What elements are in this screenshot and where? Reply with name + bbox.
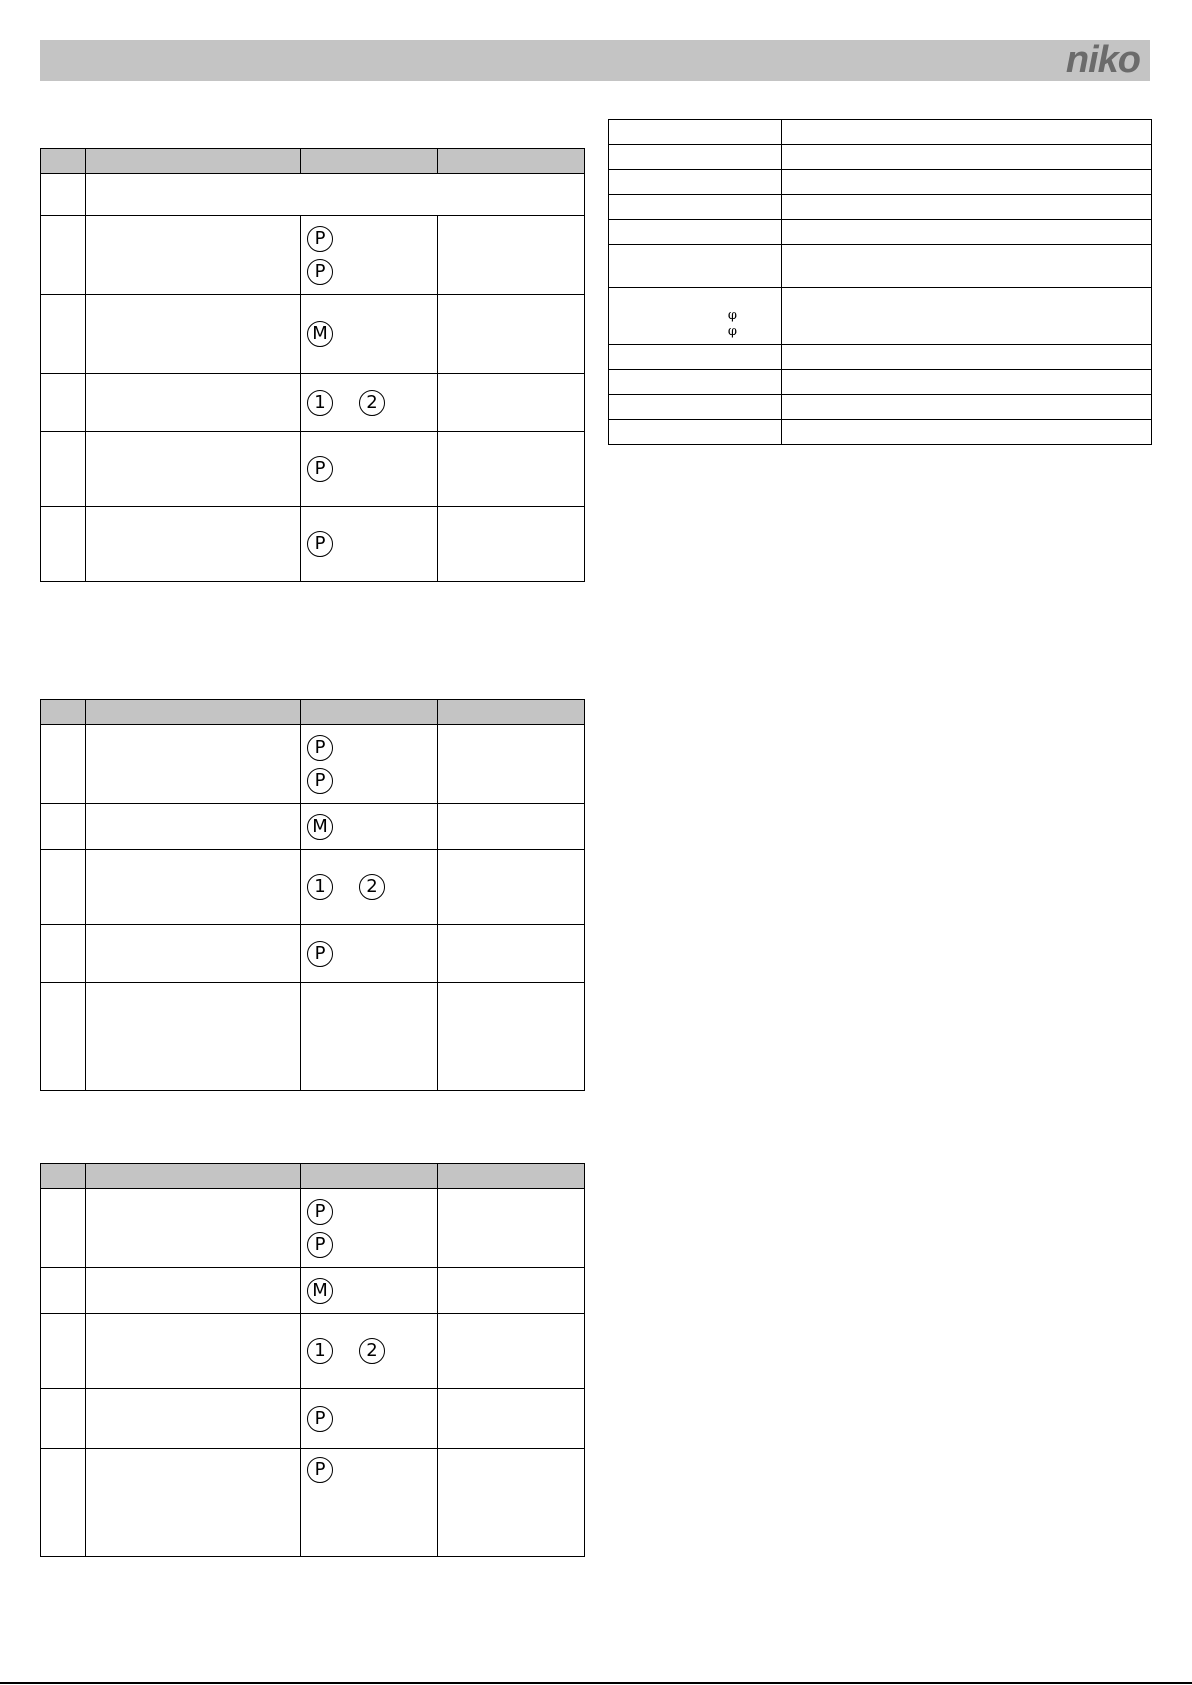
action-cell (86, 295, 301, 374)
spec-value (782, 170, 1152, 195)
header-cell-step (41, 700, 86, 725)
spec-value (782, 288, 1152, 345)
table-row (41, 1314, 585, 1389)
header-cell-action (86, 700, 301, 725)
symbol-cell (301, 216, 438, 295)
table-row (41, 1189, 585, 1268)
table-row (41, 1449, 585, 1557)
result-cell (438, 432, 585, 507)
table-row (41, 432, 585, 507)
action-cell (86, 1189, 301, 1268)
header-cell-symbol (301, 149, 438, 174)
spec-row (609, 420, 1152, 445)
program-button-icon: P (307, 1232, 333, 1258)
table-row (41, 1268, 585, 1314)
spec-value (782, 195, 1152, 220)
spec-value (782, 220, 1152, 245)
action-cell (86, 983, 301, 1091)
procedure-table-2 (40, 699, 585, 1091)
spec-row (609, 220, 1152, 245)
step-cell (41, 983, 86, 1091)
symbol-cell (301, 1314, 438, 1389)
spec-label (609, 288, 782, 345)
header-cell-symbol (301, 700, 438, 725)
table-row (41, 725, 585, 804)
table-header-row (41, 1164, 585, 1189)
result-cell (438, 507, 585, 582)
table-row (41, 216, 585, 295)
step-cell (41, 216, 86, 295)
header-cell-step (41, 1164, 86, 1189)
result-cell (438, 804, 585, 850)
symbol-cell (301, 1389, 438, 1449)
action-cell (86, 374, 301, 432)
symbol-cell (301, 1268, 438, 1314)
spec-row (609, 120, 1152, 145)
spec-label (609, 120, 782, 145)
table-header-row (41, 149, 585, 174)
spec-label (609, 370, 782, 395)
step-cell (41, 174, 86, 216)
spec-value (782, 395, 1152, 420)
action-cell (86, 925, 301, 983)
table-row (41, 1389, 585, 1449)
action-cell (86, 725, 301, 804)
step-cell (41, 374, 86, 432)
table-header-row (41, 700, 585, 725)
program-button-icon: P (307, 259, 333, 285)
button-1-icon: 1 (307, 390, 333, 416)
mode-button-icon: M (307, 1278, 333, 1304)
header-cell-action (86, 1164, 301, 1189)
spec-value (782, 345, 1152, 370)
button-2-icon: 2 (359, 1338, 385, 1364)
action-cell (86, 850, 301, 925)
program-button-icon: P (307, 531, 333, 557)
niko-logo: niko (1065, 39, 1140, 81)
spec-row (609, 395, 1152, 420)
result-cell (438, 1449, 585, 1557)
result-cell (438, 1268, 585, 1314)
step-cell (41, 1389, 86, 1449)
symbol-cell (301, 850, 438, 925)
spec-row (609, 245, 1152, 288)
result-cell (438, 1389, 585, 1449)
spec-value (782, 370, 1152, 395)
button-1-icon: 1 (307, 874, 333, 900)
action-cell (86, 1268, 301, 1314)
action-cell (86, 432, 301, 507)
symbol-cell (301, 983, 438, 1091)
action-cell (86, 1314, 301, 1389)
spec-label (609, 395, 782, 420)
spec-row (609, 145, 1152, 170)
table-row (41, 983, 585, 1091)
symbol-cell (301, 925, 438, 983)
spec-row (609, 370, 1152, 395)
symbol-cell (301, 507, 438, 582)
program-button-icon: P (307, 456, 333, 482)
mode-button-icon: M (307, 814, 333, 840)
symbol-cell (301, 432, 438, 507)
header-cell-step (41, 149, 86, 174)
table-row (41, 925, 585, 983)
step-cell (41, 507, 86, 582)
symbol-cell (301, 725, 438, 804)
spec-row (609, 345, 1152, 370)
symbol-cell (301, 1449, 438, 1557)
spec-label (609, 245, 782, 288)
program-button-icon: P (307, 1199, 333, 1225)
result-cell (438, 374, 585, 432)
note-cell (86, 174, 585, 216)
button-2-icon: 2 (359, 390, 385, 416)
step-cell (41, 1449, 86, 1557)
step-cell (41, 850, 86, 925)
action-cell (86, 216, 301, 295)
step-cell (41, 804, 86, 850)
spec-row (609, 195, 1152, 220)
program-button-icon: P (307, 941, 333, 967)
phi-symbol: φ (727, 324, 737, 339)
action-cell (86, 507, 301, 582)
header-cell-result (438, 1164, 585, 1189)
table-row (41, 804, 585, 850)
result-cell (438, 850, 585, 925)
program-button-icon: P (307, 226, 333, 252)
step-cell (41, 925, 86, 983)
symbol-cell (301, 1189, 438, 1268)
result-cell (438, 216, 585, 295)
header-cell-action (86, 149, 301, 174)
spec-label (609, 170, 782, 195)
result-cell (438, 295, 585, 374)
specifications-table (608, 119, 1152, 445)
spec-label (609, 195, 782, 220)
result-cell (438, 725, 585, 804)
step-cell (41, 1314, 86, 1389)
header-cell-result (438, 149, 585, 174)
procedure-table-3 (40, 1163, 585, 1557)
phi-symbol: φ (727, 308, 737, 323)
header-cell-symbol (301, 1164, 438, 1189)
button-2-icon: 2 (359, 874, 385, 900)
program-button-icon: P (307, 1406, 333, 1432)
action-cell (86, 1389, 301, 1449)
result-cell (438, 1189, 585, 1268)
spec-value (782, 245, 1152, 288)
step-cell (41, 432, 86, 507)
header-cell-result (438, 700, 585, 725)
footer-rule (0, 1682, 1192, 1684)
symbol-cell (301, 804, 438, 850)
symbol-cell (301, 295, 438, 374)
program-button-icon: P (307, 768, 333, 794)
spec-row (609, 170, 1152, 195)
step-cell (41, 1268, 86, 1314)
spec-value (782, 145, 1152, 170)
spec-row (609, 288, 1152, 345)
mode-button-icon: M (307, 321, 333, 347)
table-row (41, 850, 585, 925)
result-cell (438, 983, 585, 1091)
table-row (41, 507, 585, 582)
spec-label (609, 145, 782, 170)
action-cell (86, 804, 301, 850)
symbol-cell (301, 374, 438, 432)
spec-label (609, 345, 782, 370)
spec-value (782, 120, 1152, 145)
action-cell (86, 1449, 301, 1557)
spec-label (609, 220, 782, 245)
table-row (41, 295, 585, 374)
button-1-icon: 1 (307, 1338, 333, 1364)
header-bar (40, 40, 1150, 81)
spec-value (782, 420, 1152, 445)
spec-label (609, 420, 782, 445)
step-cell (41, 1189, 86, 1268)
table-row (41, 174, 585, 216)
step-cell (41, 725, 86, 804)
procedure-table-1 (40, 148, 585, 582)
program-button-icon: P (307, 735, 333, 761)
result-cell (438, 925, 585, 983)
table-row (41, 374, 585, 432)
step-cell (41, 295, 86, 374)
result-cell (438, 1314, 585, 1389)
program-button-icon: P (307, 1457, 333, 1483)
